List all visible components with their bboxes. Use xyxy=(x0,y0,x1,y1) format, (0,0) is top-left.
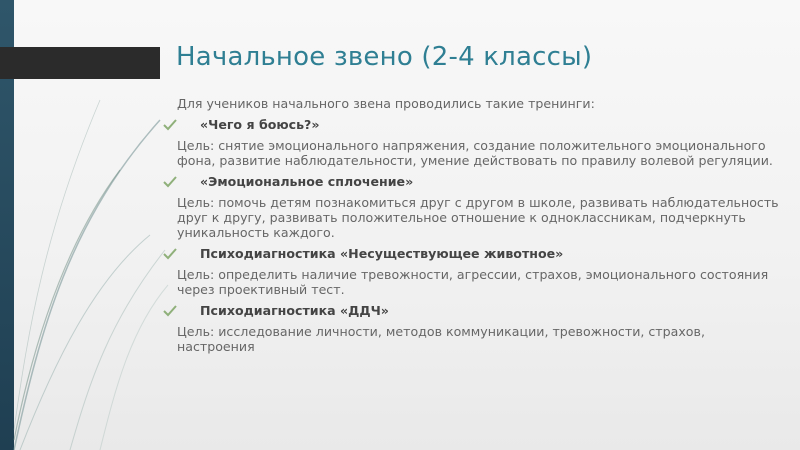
list-item xyxy=(177,174,782,189)
checkmark-icon xyxy=(163,176,177,188)
page-title: Начальное звено (2-4 классы) xyxy=(176,42,593,72)
item-heading: «Чего я боюсь?» xyxy=(200,117,320,132)
checkmark-icon xyxy=(163,119,177,131)
title-accent-bar xyxy=(0,47,160,79)
item-goal: Цель: помочь детям познакомиться друг с другом в школе, развивать наблюдательность друг к другу, развивать положительное отношение к одноклассникам, подчеркнуть уникальность каждого. xyxy=(177,195,779,240)
item-goal: Цель: снятие эмоционального напряжения, создание положительного эмоционального фона, развитие наблюдательности, умение действовать по правилу волевой регуляции. xyxy=(177,138,773,168)
list-item xyxy=(177,117,782,132)
item-goal: Цель: исследование личности, методов коммуникации, тревожности, страхов, настроения xyxy=(177,324,705,354)
checkmark-icon xyxy=(163,305,177,317)
list-item xyxy=(177,303,782,318)
checkmark-icon xyxy=(163,248,177,260)
item-goal: Цель: определить наличие тревожности, агрессии, страхов, эмоционального состояния через проективный тест. xyxy=(177,267,769,297)
item-heading: «Эмоциональное сплочение» xyxy=(200,174,414,189)
item-heading: Психодиагностика «ДДЧ» xyxy=(200,303,389,318)
intro-text: Для учеников начального звена проводились такие тренинги: xyxy=(177,96,595,111)
item-heading: Психодиагностика «Несуществующее животное» xyxy=(200,246,564,261)
list-item xyxy=(177,246,782,261)
slide-content xyxy=(177,96,782,360)
